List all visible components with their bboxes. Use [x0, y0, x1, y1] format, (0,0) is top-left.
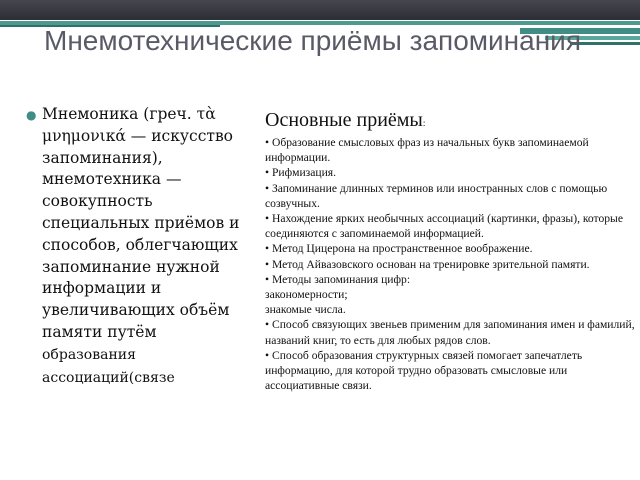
- technique-item: • Методы запоминания цифр:: [265, 272, 411, 286]
- techniques-heading: [265, 108, 637, 135]
- technique-item: • Метод Цицерона на пространственное воображение.: [265, 242, 533, 256]
- definition-tail: образования ассоциаций(связе: [42, 346, 175, 386]
- definition-text: Мнемоника (греч. τὰ μνημονικά — искусство запоминания), мнемотехника — совокупность специальных приёмов и способов, облегчающих запоминание нужной информации и увеличивающих объём памяти путём: [42, 105, 240, 341]
- technique-item: • Метод Айвазовского основан на тренировке зрительной памяти.: [265, 257, 590, 271]
- technique-item: • Способ связующих звеньев применим для запоминания имен и фамилий, названий книг, то есть для любых рядов слов.: [265, 318, 635, 347]
- techniques-heading-colon: :: [422, 118, 426, 128]
- definition-column: [20, 104, 252, 480]
- definition-paragraph: [20, 104, 252, 389]
- slide-top-bar: [0, 0, 640, 20]
- technique-item: • Нахождение ярких необычных ассоциаций (картинки, фразы), которые соединяются с запоминаемой информацией.: [265, 212, 623, 241]
- techniques-heading-text: Основные приёмы: [265, 109, 423, 131]
- technique-subitem: закономерности;: [265, 288, 348, 302]
- technique-subitem: знакомые числа.: [265, 303, 346, 317]
- slide-title: Мнемотехнические приёмы запоминания: [44, 25, 581, 56]
- technique-item: • Образование смысловых фраз из начальных букв запоминаемой информации.: [265, 136, 589, 165]
- bullet-icon: ●: [26, 108, 37, 122]
- technique-item: • Запоминание длинных терминов или иностранных слов с помощью созвучных.: [265, 181, 608, 210]
- technique-item: • Рифмизация.: [265, 166, 337, 180]
- techniques-column: [265, 108, 637, 393]
- technique-item: • Способ образования структурных связей помогает запечатлеть информацию, для которой трудно образовать смысловые или ассоциативные связи.: [265, 348, 583, 393]
